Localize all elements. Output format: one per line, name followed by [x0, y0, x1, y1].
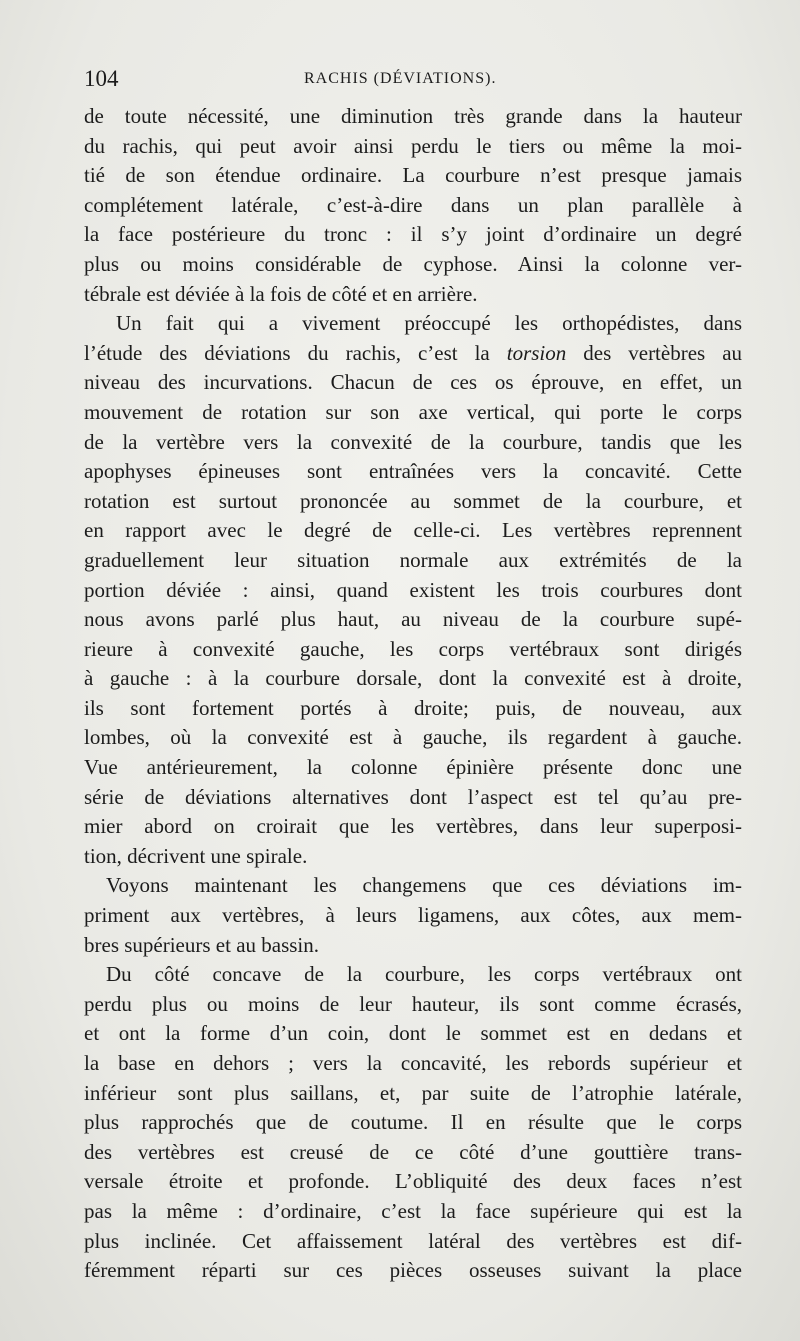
text-line: ils sont fortement portés à droite; puis, de nouveau, aux	[84, 695, 742, 720]
text-line: mouvement de rotation sur son axe vertical, qui porte le corps	[84, 399, 742, 424]
text-line: Un fait qui a vivement préoccupé les orthopédistes, dans	[116, 311, 742, 336]
text-line: Vue antérieurement, la colonne épinière présente donc une	[84, 755, 742, 780]
text-line: priment aux vertèbres, à leurs ligamens, aux côtes, aux mem-	[84, 903, 742, 928]
page-header	[84, 66, 724, 96]
text-line: lombes, où la convexité est à gauche, ils regardent à gauche.	[84, 725, 742, 750]
text-line: graduellement leur situation normale aux extrémités de la	[84, 547, 742, 572]
body-text	[84, 102, 742, 1286]
text-line: féremment réparti sur ces pièces osseuses suivant la place	[84, 1258, 742, 1283]
text-line: Du côté concave de la courbure, les corps vertébraux ont	[106, 962, 742, 987]
text-line: niveau des incurvations. Chacun de ces os éprouve, en effet, un	[84, 370, 742, 395]
text-line: mier abord on croirait que les vertèbres, dans leur superposi-	[84, 814, 742, 839]
text-line: plus ou moins considérable de cyphose. Ainsi la colonne ver-	[84, 251, 742, 276]
text-line: plus rapprochés que de coutume. Il en résulte que le corps	[84, 1110, 742, 1135]
text-line: des vertèbres est creusé de ce côté d’une gouttière trans-	[84, 1139, 742, 1164]
text-line: de toute nécessité, une diminution très grande dans la hauteur	[84, 104, 742, 128]
text-line: à gauche : à la courbure dorsale, dont la convexité est à droite,	[84, 666, 742, 691]
text-line: tion, décrivent une spirale.	[84, 843, 308, 868]
text-line: nous avons parlé plus haut, au niveau de la courbure supé-	[84, 607, 742, 632]
text-line: rieure à convexité gauche, les corps vertébraux sont dirigés	[84, 636, 742, 661]
text-line: de la vertèbre vers la convexité de la courbure, tandis que les	[84, 429, 742, 454]
text-line: du rachis, qui peut avoir ainsi perdu le tiers ou même la moi-	[84, 133, 742, 158]
text-line-with-italic	[84, 339, 742, 369]
text-line: complétement latérale, c’est-à-dire dans un plan parallèle à	[84, 192, 742, 217]
text-span: l’étude des déviations du rachis, c’est la	[84, 340, 490, 365]
italic-term: torsion	[506, 340, 567, 365]
text-line: en rapport avec le degré de celle-ci. Les vertèbres reprennent	[84, 518, 742, 543]
running-head: RACHIS (DÉVIATIONS).	[304, 70, 497, 87]
text-line: et ont la forme d’un coin, dont le sommet est en dedans et	[84, 1021, 742, 1046]
page-number: 104	[84, 66, 119, 91]
text-span: des vertèbres au	[583, 340, 743, 365]
text-line: la base en dehors ; vers la concavité, les rebords supérieur et	[84, 1051, 742, 1075]
text-line: la face postérieure du tronc : il s’y joint d’ordinaire un degré	[84, 222, 742, 247]
text-line: série de déviations alternatives dont l’aspect est tel qu’au pre-	[84, 784, 742, 809]
text-line: apophyses épineuses sont entraînées vers la concavité. Cette	[84, 459, 742, 484]
text-line: perdu plus ou moins de leur hauteur, ils sont comme écrasés,	[84, 991, 742, 1016]
text-line: bres supérieurs et au bassin.	[84, 932, 320, 957]
text-line: tébrale est déviée à la fois de côté et en arrière.	[84, 281, 478, 306]
text-line: Voyons maintenant les changemens que ces déviations im-	[106, 873, 742, 898]
text-line: pas la même : d’ordinaire, c’est la face supérieure qui est la	[84, 1198, 742, 1223]
text-line: inférieur sont plus saillans, et, par suite de l’atrophie latérale,	[84, 1080, 742, 1105]
text-line: plus inclinée. Cet affaissement latéral des vertèbres est dif-	[84, 1228, 742, 1253]
text-line: versale étroite et profonde. L’obliquité des deux faces n’est	[84, 1169, 742, 1194]
text-line: tié de son étendue ordinaire. La courbure n’est presque jamais	[84, 163, 742, 188]
text-line: rotation est surtout prononcée au sommet de la courbure, et	[84, 488, 742, 513]
text-line: portion déviée : ainsi, quand existent les trois courbures dont	[84, 577, 742, 602]
